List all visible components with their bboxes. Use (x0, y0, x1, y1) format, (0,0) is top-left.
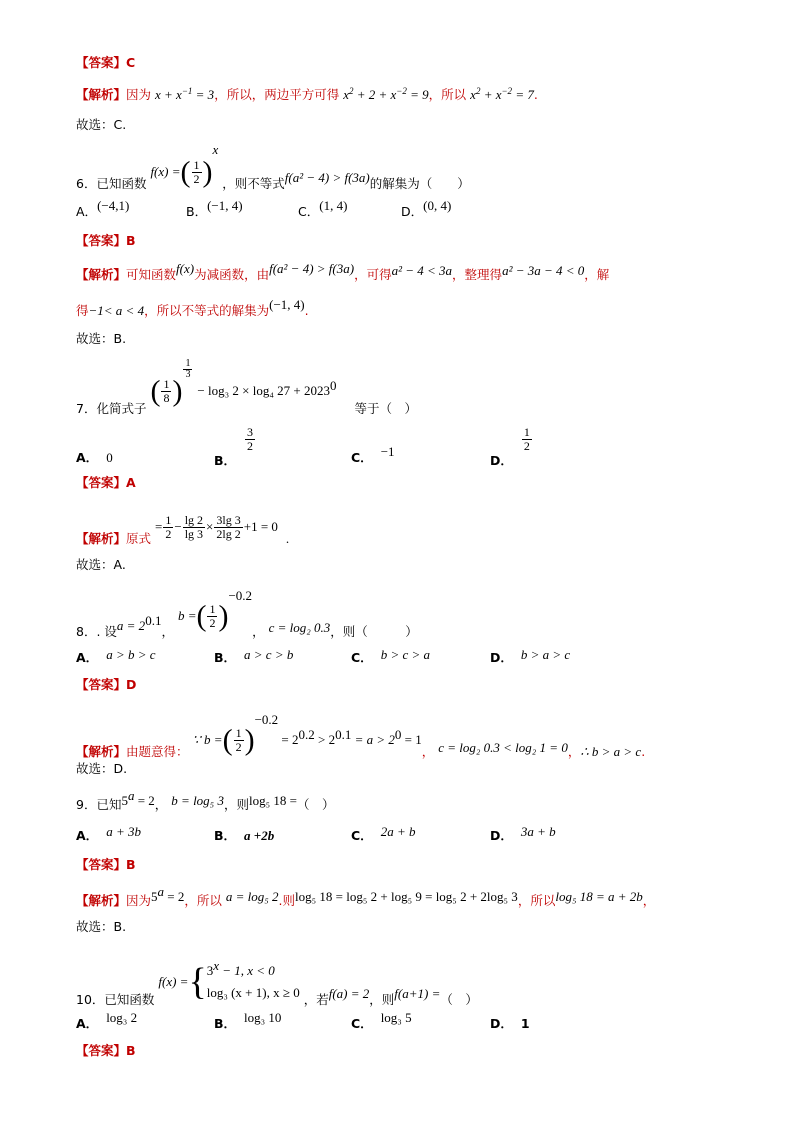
q6-option-d[interactable]: D．(0, 4) (401, 198, 452, 219)
q9-stem: 9．已知$5^a = 2$， b = log₅ 3，则log₅ 18 =（ ） (76, 788, 335, 812)
q5-analysis-line: 【解析】因为 $x + x^{-1} = 3$，所以，两边平方可得 $x^2 + 2 + x^{-2} = 9$，所以 $x^2 + x^{-2} = 7$. (76, 86, 538, 102)
q8-option-a[interactable]: A． a > b > c (76, 647, 156, 665)
q7-option-c[interactable]: C． −1 (351, 444, 395, 465)
q6-pick: 故选：B. (76, 331, 127, 346)
q6-analysis-line1: 【解析】可知函数f(x)为减函数，由f(a² − 4) > f(3a)，可得a² − 4 < 3a，整理得a² − 3a − 4 < 0，解 (76, 261, 610, 282)
q10-option-d[interactable]: D． 1 (490, 1016, 530, 1031)
q8-answer-line: 【答案】D (76, 677, 137, 692)
q6-number: 6．已知函数 (76, 176, 147, 191)
q7-option-d[interactable]: D． $\frac{1}{2}$ (490, 425, 530, 468)
q9-option-b[interactable]: B． a +2b (214, 828, 275, 843)
q5-pick: 故选：C. (76, 117, 127, 132)
q7-analysis-line: 【解析】原式 = $\frac{1}{2}$ − $\frac{\lg 2}{\lg 3}$ × $\frac{3\lg 3}{2\lg 2}$ +1 = 0. (76, 513, 290, 546)
q6-answer: B (126, 233, 136, 248)
q10-answer-line: 【答案】B (76, 1043, 136, 1058)
q7-option-a[interactable]: A． 0 (76, 450, 113, 465)
q8-option-b[interactable]: B． a > c > b (214, 647, 294, 665)
q10-number: 10．已知函数 (76, 992, 155, 1007)
q9-pick: 故选：B. (76, 919, 127, 934)
analysis-tag: 【解析】 (76, 87, 127, 102)
q8-option-d[interactable]: D． b > a > c (490, 647, 571, 665)
q10-option-c[interactable]: C． log₃ 5 (351, 1010, 412, 1031)
q7-answer: A (126, 475, 136, 490)
q9-option-a[interactable]: A． a + 3b (76, 824, 141, 843)
q8-number: 8．. 设 (76, 624, 117, 639)
q10-stem: 10．已知函数 f(x) = { $3^x - 1$, x < 0 log₃ (x + 1), x ≥ 0 ，若f(a) = 2，则f(a+1) =（ ） (76, 958, 478, 1007)
q5-answer: C (126, 55, 136, 70)
q6-stem: 6．已知函数 f(x) =( $\frac{1}{2}$ )$^x$ ，则不等式f(a² − 4) > f(3a)的解集为（ ） (76, 142, 470, 191)
q6-option-c[interactable]: C．(1, 4) (298, 198, 348, 219)
q10-option-b[interactable]: B． log₃ 10 (214, 1010, 282, 1031)
q8-pick: 故选：D. (76, 761, 128, 776)
q10-option-a[interactable]: A． log₃ 2 (76, 1010, 138, 1031)
q9-number: 9．已知 (76, 797, 122, 812)
q9-answer-line: 【答案】B (76, 857, 136, 872)
q9-option-c[interactable]: C． 2a + b (351, 824, 416, 843)
q6-option-a[interactable]: A．(−4,1) (76, 198, 130, 219)
q9-answer: B (126, 857, 136, 872)
q8-answer: D (126, 677, 137, 692)
answer-tag: 【答案】 (76, 55, 127, 70)
q5-answer-line (76, 54, 135, 72)
q7-stem: 7．化简式子 ( $\frac{1}{8}$ ) $\frac{1}{3}$ − log₃ 2 × log₄ $27 + 2023^0$ 等于（ ） (76, 358, 417, 416)
q6-analysis-line2: 得−1< a < 4，所以不等式的解集为(−1, 4). (76, 297, 309, 318)
q9-option-d[interactable]: D． 3a + b (490, 824, 556, 843)
q7-number: 7．化简式子 (76, 401, 147, 416)
q6-answer-line: 【答案】B (76, 233, 136, 248)
q7-option-b[interactable]: B． $\frac{3}{2}$ (214, 425, 254, 468)
q10-answer: B (126, 1043, 136, 1058)
q8-stem: 8．. 设$a = 2^{0.1}$， b =( $\frac{1}{2}$ )$^{-0.2}$， c = log₂ 0.3，则（ ） (76, 588, 418, 639)
q7-answer-line: 【答案】A (76, 475, 136, 490)
q9-analysis-line: 【解析】因为$5^a = 2$，所以 a = log₅ 2.则log₅ 18 = log₅ 2 + log₅ 9 = log₅ 2 + 2log₅ 3，所以log₅ 18 = a + 2b， (76, 884, 656, 908)
q7-pick: 故选：A. (76, 557, 126, 572)
q8-analysis-line: 【解析】由题意得： ∵ b =( $\frac{1}{2}$ )$^{-0.2} = 2^{0.2} > 2^{0.1} = a > 2^0 = 1$， c = log₂ 0.3 < log₂ 1 = 0，∴ b > a > c. (76, 712, 646, 759)
q6-option-b[interactable]: B．(−1, 4) (186, 198, 243, 219)
q8-option-c[interactable]: C． b > c > a (351, 647, 431, 665)
